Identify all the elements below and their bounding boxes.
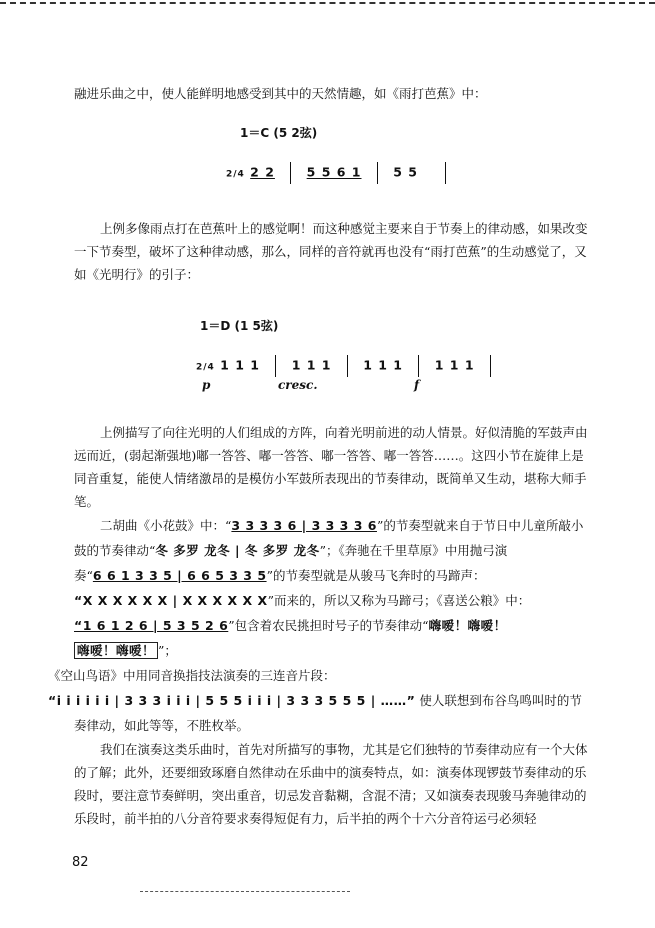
example1-time-signature: 2/4 (226, 169, 245, 180)
example2-key: 1＝D (1 5弦) (200, 319, 279, 333)
dynamic-p: p (202, 378, 211, 392)
example1-measure-2: 5 5 6 1 (306, 164, 362, 180)
p3-text-g: 《空山鸟语》中用同音换指技法演奏的三连音片段： (48, 668, 336, 683)
barline (445, 162, 446, 184)
paragraph-1: 上例多像雨点打在芭蕉叶上的感觉啊！而这种感觉主要来自于节奏上的律动感，如果改变一下节奏型，破坏了这种律动感，那么，同样的音符就再也没有“雨打芭蕉”的生动感觉了，又如《光明行》的引子： (74, 221, 588, 282)
barline (290, 162, 291, 184)
page-number: 82 (72, 855, 89, 870)
barline (275, 355, 276, 377)
p3-chant-words-boxed: 嗨嗳！嗨嗳！ (74, 642, 158, 659)
bottom-rule (140, 891, 350, 892)
example2-measure-1: 1 1 1 (220, 357, 260, 373)
barline (418, 355, 419, 377)
p3-text-e: ”而来的，所以又称为马蹄弓；《喜送公粮》中： (267, 593, 531, 608)
example1-measure-1: 2 2 (250, 164, 275, 180)
example1-score (226, 162, 456, 184)
example2-score (196, 355, 501, 377)
paragraph-2: 上例描写了向往光明的人们组成的方阵，向着光明前进的动人情景。好似清脆的军鼓声由远而近，(弱起渐强地)嘟一答答、嘟一答答、嘟一答答、嘟一答答……。这四小节在旋律上是同音重复，能使人情绪激昂的是模仿小军鼓所表现出的节奏律动，既简单又生动，堪称大师手笔。 (74, 425, 588, 509)
example2-time-signature: 2/4 (196, 362, 215, 373)
p3-notes-c: 6 6 1 3 3 5 | 6 6 5 3 3 5 (92, 568, 267, 583)
paragraph-3 (48, 513, 589, 738)
p3-drum-words: 冬 多罗 龙冬 | 冬 多罗 龙冬 (155, 543, 320, 558)
p3-notes-a: 3 3 3 3 6 | 3 3 3 3 6 (231, 518, 377, 533)
example2-measure-4: 1 1 1 (434, 357, 475, 373)
p3-text-a: 二胡曲《小花鼓》中：“ (100, 518, 232, 533)
example1-key: 1＝C (5 2弦) (240, 126, 318, 140)
barline (490, 355, 491, 377)
paragraph-4: 我们在演奏这类乐曲时，首先对所描写的事物，尤其是它们独特的节奏律动应有一个大体的了解；此外，还要细致琢磨自然律动在乐曲中的演奏特点，如：演奏体现锣鼓节奏律动的乐段时，要注意节奏鲜明，突出重音，切忌发音黏糊，含混不清；又如演奏表现骏马奔驰律动的乐段时，前半拍的八分音符要求奏得短促有力，后半拍的两个十六分音符运弓必须轻 (74, 742, 588, 826)
example2-measure-2: 1 1 1 (291, 357, 332, 373)
barline (347, 355, 348, 377)
p3-notes-f: “1 6 1 2 6 | 5 3 5 2 6 (74, 618, 229, 633)
p3-notes-h: “i i i i i i | 3 3 3 i i i | 5 5 5 i i i | 3 3 3 5 5 5 | ……” (48, 693, 416, 708)
p3-text-d: ”的节奏型就是从骏马飞奔时的马蹄声： (266, 568, 486, 583)
p3-text-f: ”包含着农民挑担时号子的节奏律动“ (228, 618, 429, 633)
example1-measure-3: 5 5 (393, 164, 418, 180)
barline (377, 162, 378, 184)
p3-text-h: 使人联想到布谷鸟鸣叫时的节奏律动，如此等等，不胜枚举。 (74, 693, 582, 733)
p3-text-f-end: ”； (158, 643, 177, 658)
p3-text-b: ”的节奏型就来自于节日中儿童所敲小鼓的节奏律动“ (74, 518, 584, 558)
dynamic-f: f (414, 378, 420, 392)
top-dashed-border (0, 2, 655, 4)
p3-chant-words: 嗨嗳！嗨嗳！ (428, 618, 507, 633)
dynamic-cresc: cresc. (278, 378, 318, 392)
intro-line: 融进乐曲之中，使人能鲜明地感受到其中的天然情趣，如《雨打芭蕉》中： (74, 86, 487, 101)
p3-text-c: ”；《奔驰在千里草原》中用抛弓演奏“ (74, 543, 508, 583)
example2-measure-3: 1 1 1 (363, 357, 403, 373)
p3-notes-e: “X X X X X X | X X X X X X (74, 593, 268, 608)
